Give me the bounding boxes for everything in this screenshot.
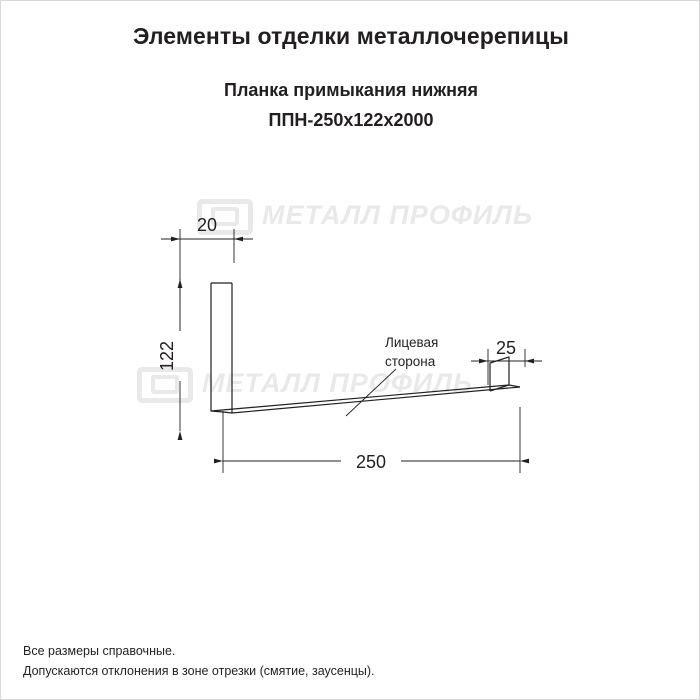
- footer-note-1: Все размеры справочные.: [23, 644, 176, 659]
- header-block: [1, 23, 700, 132]
- footer-note-2: Допускаются отклонения в зоне отрезки (смятие, заусенцы).: [23, 663, 375, 678]
- face-side-label-line1: Лицевая: [385, 335, 439, 350]
- dim-width-top: 20: [196, 215, 218, 235]
- watermark-text: МЕТАЛЛ ПРОФИЛЬ: [262, 200, 533, 231]
- dimension-lines: [161, 229, 542, 473]
- dim-fold-right: 25: [495, 338, 517, 358]
- page-title: Элементы отделки металлочерепицы: [132, 23, 569, 49]
- dim-length-bottom: 250: [355, 452, 387, 472]
- footer-notes: [23, 642, 375, 681]
- profile-outline: [211, 283, 520, 413]
- technical-drawing: [1, 171, 700, 531]
- product-name: Планка примыкания нижняя: [224, 79, 478, 100]
- dim-height-left: 122: [157, 340, 177, 372]
- profile-drawing-svg: [1, 171, 700, 531]
- face-side-label-line2: сторона: [385, 354, 436, 369]
- product-code: ППН-250x122x2000: [268, 110, 434, 131]
- watermark-text: МЕТАЛЛ ПРОФИЛЬ: [202, 368, 473, 399]
